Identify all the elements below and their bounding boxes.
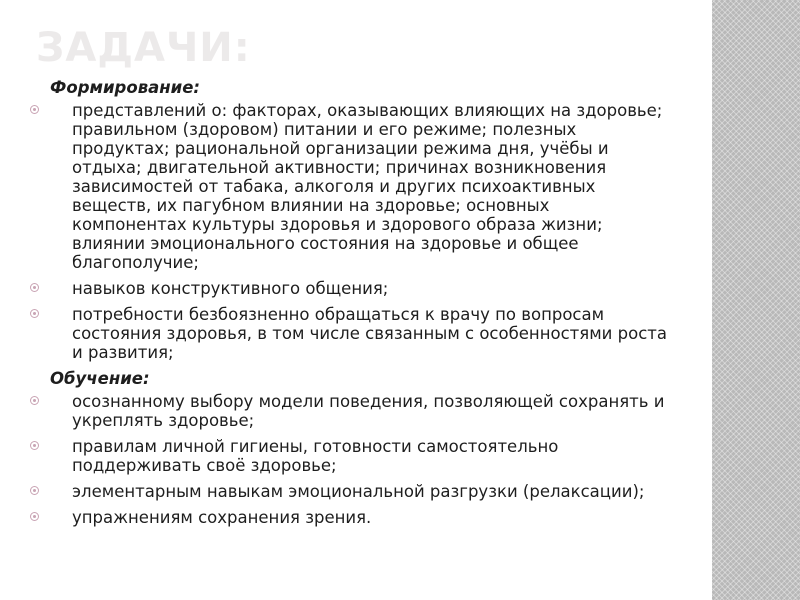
bullet-list (28, 392, 668, 527)
section-training (28, 369, 668, 527)
slide-title: ЗАДАЧИ: (36, 25, 251, 71)
bullet-list (28, 101, 668, 362)
list-item (28, 482, 668, 501)
list-item (28, 437, 668, 475)
list-item (28, 392, 668, 430)
list-item-text: представлений о: факторах, оказывающих влияющих на здоровье; правильном (здоровом) питании и его режиме; полезных продуктах; рациональной организации режима дня, учёбы и отдыха; двигательной активности; причинах возникновения зависимостей от табака, алкоголя и других психоактивных веществ, их пагубном влиянии на здоровье; основных компонентах культуры здоровья и здорового образа жизни; влиянии эмоционального состояния на здоровье и общее благополучие; (72, 101, 663, 272)
list-item-text: элементарным навыкам эмоциональной разгрузки (релаксации); (72, 482, 645, 501)
section-heading: Формирование: (50, 78, 201, 97)
bullet-icon (30, 512, 39, 521)
list-item (28, 305, 668, 362)
bullet-icon (30, 283, 39, 292)
list-item-text: упражнениям сохранения зрения. (72, 508, 372, 527)
list-item (28, 279, 668, 298)
list-item-text: потребности безбоязненно обращаться к врачу по вопросам состояния здоровья, в том числе связанным с особенностями роста и развития; (72, 305, 667, 362)
list-item-text: навыков конструктивного общения; (72, 279, 389, 298)
bullet-icon (30, 396, 39, 405)
bullet-icon (30, 486, 39, 495)
bullet-icon (30, 309, 39, 318)
bullet-icon (30, 105, 39, 114)
list-item-text: правилам личной гигиены, готовности самостоятельно поддерживать своё здоровье; (72, 437, 559, 475)
list-item (28, 101, 668, 272)
list-item-text: осознанному выбору модели поведения, позволяющей сохранять и укреплять здоровье; (72, 392, 665, 430)
list-item (28, 508, 668, 527)
section-heading: Обучение: (50, 369, 150, 388)
section-formation (28, 78, 668, 362)
decorative-stripe (712, 0, 800, 600)
slide-content (28, 78, 668, 534)
bullet-icon (30, 441, 39, 450)
